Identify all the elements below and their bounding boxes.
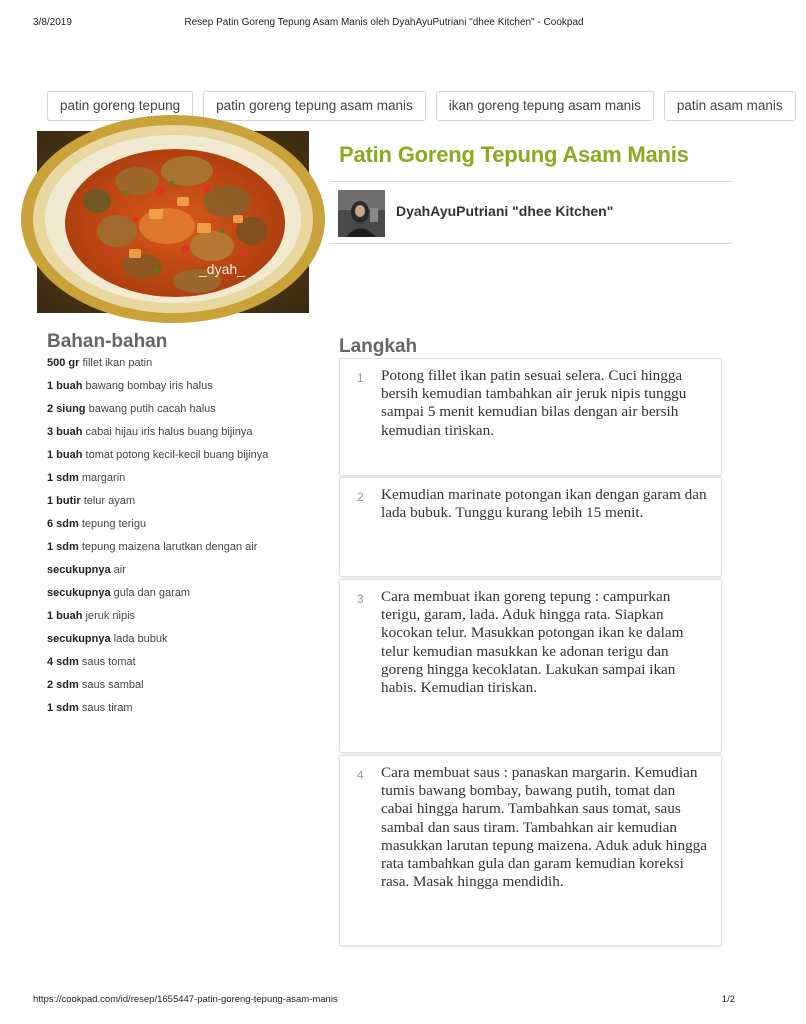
ingredient-item [47, 607, 327, 630]
ingredient-qty: 1 buah [47, 449, 83, 461]
photo-watermark: _dyah_ [199, 261, 245, 277]
ingredient-name: saus tomat [81, 656, 136, 668]
ingredient-name: tepung terigu [81, 518, 147, 530]
ingredient-item [47, 676, 327, 699]
ingredient-item [47, 354, 327, 377]
ingredient-qty: secukupnya [47, 564, 111, 576]
step-card [339, 579, 722, 753]
ingredient-item [47, 630, 327, 653]
ingredient-qty: secukupnya [47, 587, 111, 599]
tag-chip[interactable]: patin asam manis [664, 91, 796, 121]
ingredient-name: tepung maizena larutkan dengan air [81, 541, 258, 553]
tag-chip[interactable]: patin goreng tepung asam manis [203, 91, 426, 121]
step-card [339, 755, 722, 946]
recipe-title: Patin Goreng Tepung Asam Manis [339, 142, 689, 167]
ingredient-qty: 1 sdm [47, 472, 79, 484]
ingredient-name: telur ayam [83, 495, 136, 507]
ingredient-name: bawang putih cacah halus [88, 403, 216, 415]
print-date: 3/8/2019 [33, 17, 72, 28]
step-card [339, 477, 722, 577]
ingredient-qty: 1 buah [47, 380, 83, 392]
step-number: 3 [357, 592, 364, 606]
step-text: Cara membuat saus : panaskan margarin. Kemudian tumis bawang bombay, bawang putih, tomat dan cabai hingga harum. Tambahkan saus tomat, saus sambal dan saus tiram. Tambahkan air kemudian masukkan larutan tepung maizena. Aduk aduk hingga rata tambahkan gula dan garam kemudian koreksi rasa. Masak hingga mendidih. [381, 764, 708, 891]
ingredient-item [47, 377, 327, 400]
ingredient-item [47, 515, 327, 538]
ingredient-list [47, 354, 327, 722]
ingredient-item [47, 538, 327, 561]
ingredient-qty: 1 sdm [47, 541, 79, 553]
ingredient-qty: 2 sdm [47, 679, 79, 691]
tag-chip[interactable]: ikan goreng tepung asam manis [436, 91, 654, 121]
tag-chip[interactable]: patin goreng tepung [47, 91, 193, 121]
ingredient-item [47, 400, 327, 423]
ingredient-item [47, 653, 327, 676]
ingredient-qty: 500 gr [47, 357, 80, 369]
ingredient-name: tomat potong kecil-kecil buang bijinya [85, 449, 269, 461]
ingredient-item [47, 446, 327, 469]
ingredient-qty: 3 buah [47, 426, 83, 438]
divider [330, 181, 732, 182]
recipe-photo [37, 131, 309, 313]
divider [330, 243, 732, 244]
ingredient-qty: 4 sdm [47, 656, 79, 668]
ingredient-qty: 2 siung [47, 403, 86, 415]
ingredient-name: jeruk nipis [85, 610, 136, 622]
author-avatar[interactable] [338, 190, 385, 237]
ingredient-item [47, 561, 327, 584]
ingredient-item [47, 584, 327, 607]
ingredient-qty: secukupnya [47, 633, 111, 645]
print-header [0, 17, 768, 31]
step-number: 1 [357, 371, 364, 385]
print-title: Resep Patin Goreng Tepung Asam Manis oleh DyahAyuPutriani "dhee Kitchen" - Cookpad [184, 17, 584, 28]
ingredient-name: margarin [81, 472, 126, 484]
ingredient-name: lada bubuk [113, 633, 168, 645]
ingredient-item [47, 423, 327, 446]
ingredient-name: saus sambal [81, 679, 144, 691]
ingredient-qty: 6 sdm [47, 518, 79, 530]
print-footer [0, 994, 768, 1008]
ingredient-name: gula dan garam [113, 587, 191, 599]
ingredient-item [47, 492, 327, 515]
ingredient-name: saus tiram [81, 702, 133, 714]
ingredient-qty: 1 butir [47, 495, 81, 507]
ingredient-name: fillet ikan patin [82, 357, 153, 369]
step-text: Kemudian marinate potongan ikan dengan garam dan lada bubuk. Tunggu kurang lebih 15 menit. [381, 486, 707, 522]
steps-heading: Langkah [339, 336, 418, 357]
step-number: 2 [357, 490, 364, 504]
step-number: 4 [357, 768, 364, 782]
print-url: https://cookpad.com/id/resep/1655447-patin-goreng-tepung-asam-manis [33, 994, 338, 1005]
ingredient-name: cabai hijau iris halus buang bijinya [85, 426, 253, 438]
ingredient-qty: 1 sdm [47, 702, 79, 714]
step-card [339, 358, 722, 476]
step-text: Potong fillet ikan patin sesuai selera. Cuci hingga bersih kemudian tambahkan air jeruk nipis tunggu sampai 5 menit kemudian bilas dengan air bersih kemudian tiriskan. [381, 367, 687, 439]
ingredient-name: air [113, 564, 126, 576]
print-page-number: 1/2 [721, 994, 735, 1005]
ingredient-name: bawang bombay iris halus [85, 380, 213, 392]
step-text: Cara membuat ikan goreng tepung : campurkan terigu, garam, lada. Aduk hingga rata. Siapkan kocokan telur. Masukkan potongan ikan ke dalam telur kemudian masukkan ke adonan terigu dan goreng hingga kecoklatan. Lakukan sampai ikan habis. Kemudian tiriskan. [381, 588, 684, 697]
ingredients-heading: Bahan-bahan [47, 331, 168, 352]
ingredient-item [47, 469, 327, 492]
ingredient-qty: 1 buah [47, 610, 83, 622]
author-name[interactable]: DyahAyuPutriani "dhee Kitchen" [396, 203, 614, 219]
ingredient-item [47, 699, 327, 722]
